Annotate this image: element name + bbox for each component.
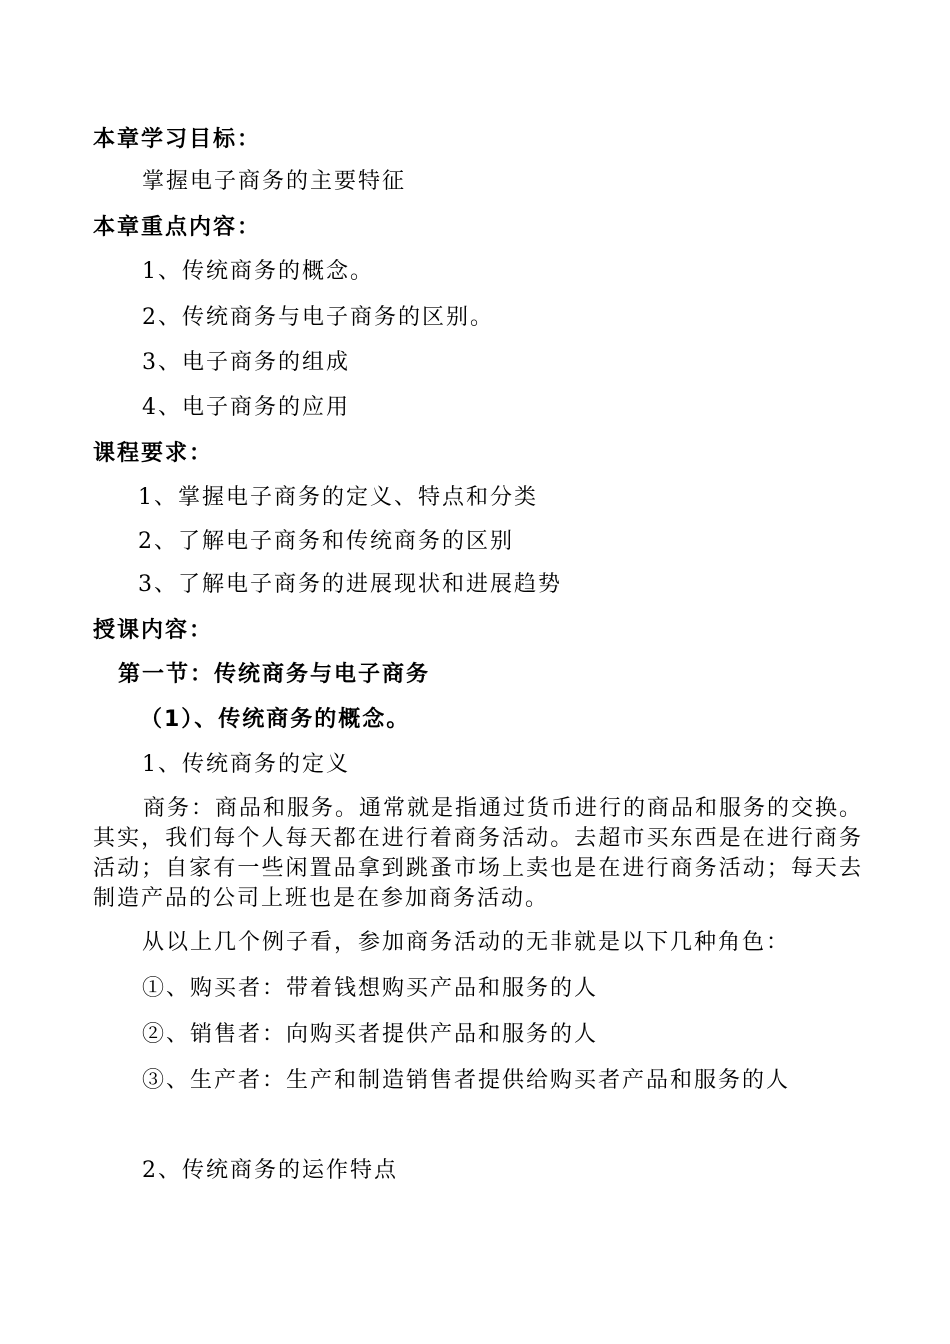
lecture-heading: 授课内容：	[93, 618, 214, 643]
point2-title: 2、传统商务的运作特点	[142, 1158, 398, 1183]
key-content-item: 1、传统商务的概念。	[142, 259, 374, 284]
key-content-item: 3、电子商务的组成	[142, 350, 350, 375]
requirements-heading: 课程要求：	[93, 441, 214, 466]
paragraph-roles-intro: 从以上几个例子看，参加商务活动的无非就是以下几种角色：	[142, 930, 791, 955]
section-title: 第一节：传统商务与电子商务	[118, 662, 431, 687]
requirements-item: 3、了解电子商务的进展现状和进展趋势	[138, 572, 562, 597]
key-content-item: 2、传统商务与电子商务的区别。	[142, 305, 494, 330]
key-content-item: 4、电子商务的应用	[142, 395, 350, 420]
role-item: ①、购买者：带着钱想购买产品和服务的人	[142, 976, 599, 1001]
subsection-title: （1）、传统商务的概念。	[140, 707, 411, 732]
role-item: ②、销售者：向购买者提供产品和服务的人	[142, 1022, 599, 1047]
paragraph-commerce-definition	[93, 794, 863, 914]
objectives-text: 掌握电子商务的主要特征	[142, 169, 407, 194]
objectives-heading: 本章学习目标：	[93, 127, 262, 152]
point1-title: 1、传统商务的定义	[142, 752, 350, 777]
requirements-item: 1、掌握电子商务的定义、特点和分类	[138, 485, 538, 510]
paragraph-commerce-definition-text: 商务：商品和服务。通常就是指通过货币进行的商品和服务的交换。其实，我们每个人每天都在进行着商务活动。去超市买东西是在进行商务活动；自家有一些闲置品拿到跳蚤市场上卖也是在进行商务活动；每天去制造产品的公司上班也是在参加商务活动。	[93, 796, 864, 911]
requirements-item: 2、了解电子商务和传统商务的区别	[138, 529, 514, 554]
role-item: ③、生产者：生产和制造销售者提供给购买者产品和服务的人	[142, 1068, 791, 1093]
key-content-heading: 本章重点内容：	[93, 215, 262, 240]
